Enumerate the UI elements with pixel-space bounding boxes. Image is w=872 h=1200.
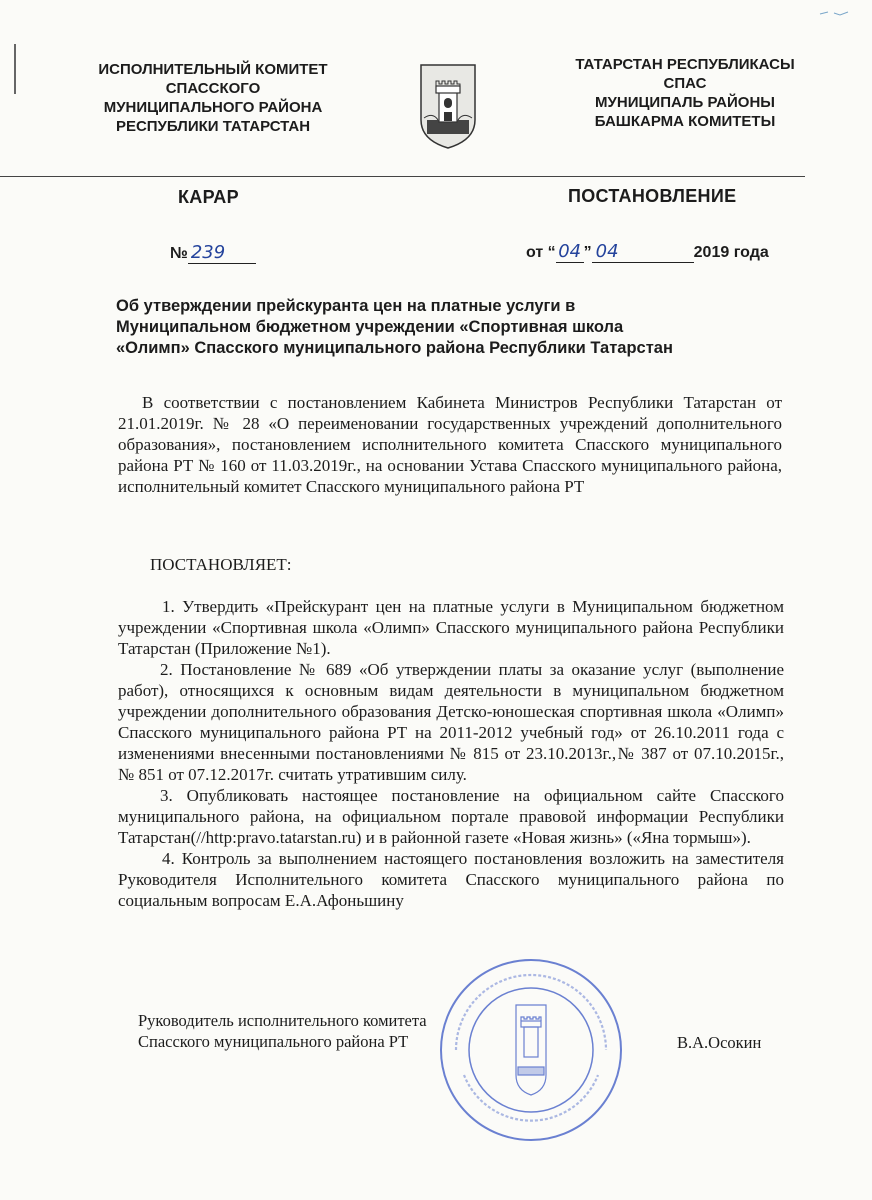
- margin-mark: [14, 44, 16, 94]
- doc-type-tatar: КАРАР: [178, 187, 239, 207]
- header-right-line: МУНИЦИПАЛЬ РАЙОНЫ: [595, 94, 775, 111]
- doc-type-russian: ПОСТАНОВЛЕНИЕ: [568, 186, 737, 206]
- header-right-line: БАШКАРМА КОМИТЕТЫ: [594, 113, 776, 130]
- document-date: [526, 241, 769, 263]
- decree-item: 1. Утвердить «Прейскурант цен на платные услуги в Муниципальном бюджетном учреждении «Спортивная школа «Олимп» Спасского муниципального района Республики Татарстан (Приложение №1).: [118, 597, 784, 658]
- corner-scribble: [818, 8, 858, 18]
- document-title: [116, 296, 756, 359]
- signatory-name: В.А.Осокин: [677, 1033, 762, 1052]
- decree-heading: ПОСТАНОВЛЯЕТ:: [150, 555, 292, 574]
- header-right-line: СПАС: [663, 75, 707, 92]
- document-number: [170, 242, 256, 264]
- date-prefix: от “: [526, 244, 556, 261]
- signature-position: [138, 1010, 427, 1052]
- header-left-line: МУНИЦИПАЛЬНОГО РАЙОНА: [103, 99, 323, 116]
- decree-item: 4. Контроль за выполнением настоящего постановления возложить на заместителя Руководителя Исполнительного комитета Спасского муниципального района по социальным вопросам Е.А.Афоньшину: [118, 849, 784, 910]
- signature-position-line: Спасского муниципального района РТ: [138, 1032, 409, 1051]
- title-line: Муниципальном бюджетном учреждении «Спортивная школа: [116, 318, 624, 336]
- date-year: 2019 года: [693, 244, 769, 261]
- date-day-handwritten: 04: [558, 241, 582, 262]
- header-left-line: ИСПОЛНИТЕЛЬНЫЙ КОМИТЕТ: [98, 61, 328, 78]
- header-right-line: ТАТАРСТАН РЕСПУБЛИКАСЫ: [575, 56, 795, 73]
- header-left-block: [58, 60, 368, 136]
- header-left-line: РЕСПУБЛИКИ ТАТАРСТАН: [115, 118, 311, 135]
- official-seal-stamp: [436, 955, 626, 1145]
- decree-item: 3. Опубликовать настоящее постановление на официальном сайте Спасского муниципального района, на официальном портале правовой информации Республики Татарстан(//http:pravo.tatarstan.ru) и в районной газете «Новая жизнь» («Яна тормыш»).: [118, 786, 784, 847]
- header-divider: [0, 176, 805, 177]
- preamble-paragraph: В соответствии с постановлением Кабинета Министров Республики Татарстан от 21.01.2019г. № 28 «О переименовании государственных учреждений дополнительного образования», постановлением исполнительного комитета Спасского муниципального района РТ № 160 от 11.03.2019г., на основании Устава Спасского муниципального района, исполнительный комитет Спасского муниципального района РТ: [118, 393, 782, 496]
- coat-of-arms-emblem: [418, 62, 478, 150]
- decree-item: 2. Постановление № 689 «Об утверждении платы за оказание услуг (выполнение работ), относящихся к основным видам деятельности в муниципальном бюджетном учреждении дополнительного образования Детско-юношеская спортивная школа «Олимп» Спасского муниципального района РТ на 2011-2012 учебный год» от 26.10.2011 года с изменениями внесенными постановлениями № 815 от 23.10.2013г.,№ 387 от 07.10.2015г., № 851 от 07.12.2017г. считать утратившим силу.: [118, 660, 784, 784]
- header-left-line: СПАССКОГО: [165, 80, 261, 97]
- date-month-handwritten: 04: [595, 241, 619, 262]
- signature-position-line: Руководитель исполнительного комитета: [138, 1011, 427, 1030]
- header-right-block: [530, 55, 840, 131]
- title-line: «Олимп» Спасского муниципального района Республики Татарстан: [116, 339, 673, 357]
- title-line: Об утверждении прейскуранта цен на платные услуги в: [116, 297, 576, 315]
- decree-items: [118, 596, 784, 911]
- number-prefix: №: [170, 245, 188, 262]
- number-value-handwritten: 239: [190, 242, 226, 263]
- date-quote: ”: [583, 244, 592, 261]
